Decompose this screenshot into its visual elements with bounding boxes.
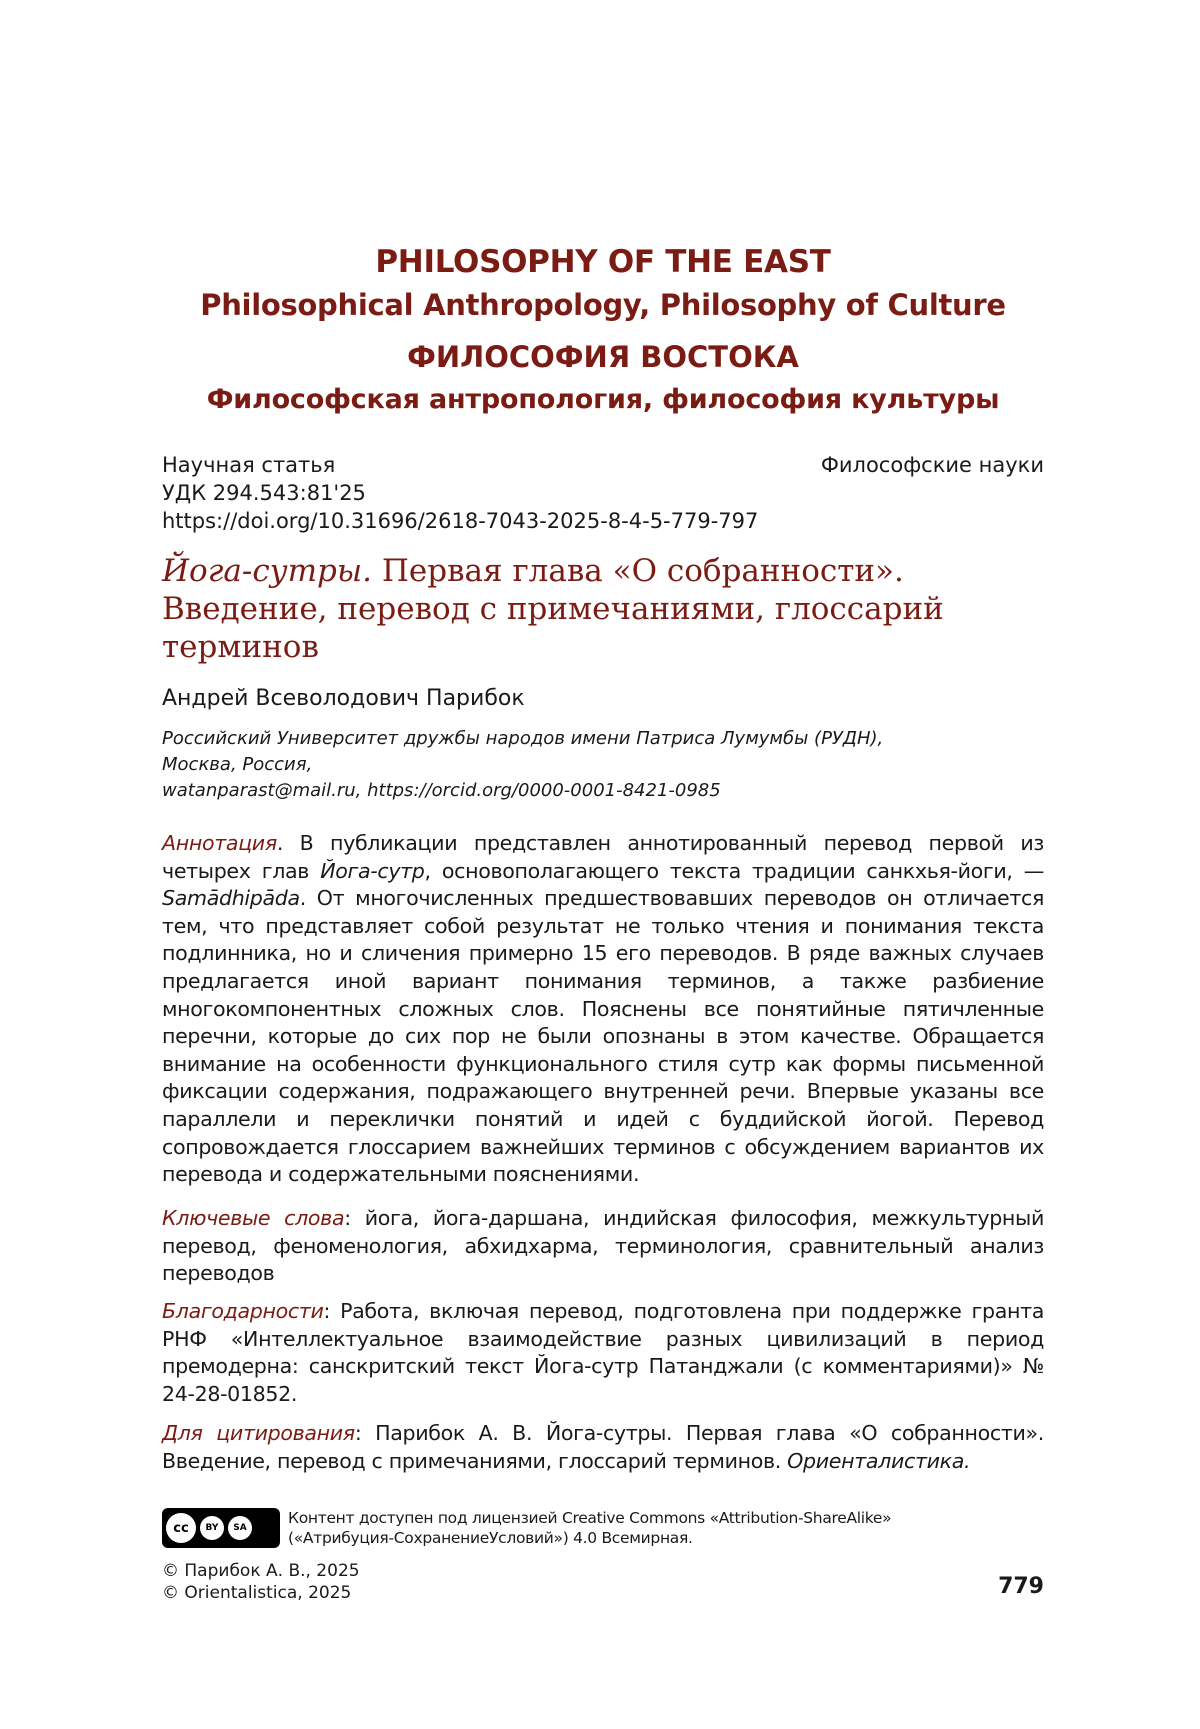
acknowledgments — [162, 1298, 1044, 1408]
abstract-text-b: , основополагающего текста традиции санкхья-йоги, — — [424, 858, 1044, 883]
article-type: Научная статья — [162, 453, 336, 477]
affiliation: Российский Университет дружбы народов имени Патриса Лумумбы (РУДН), — [162, 728, 884, 749]
keywords-text: : йога, йога-даршана, индийская философия, межкультурный перевод, феноменология, абхидхарма, терминология, сравнительный анализ переводов — [162, 1206, 1044, 1286]
doi-link[interactable]: https://doi.org/10.31696/2618-7043-2025-8-4-5-779-797 — [162, 509, 759, 533]
article-title — [162, 552, 1044, 666]
abstract-text-c: . От многочисленных предшествовавших переводов он отличается тем, что представляет собой результат не только чтения и понимания текста подлинника, но и сличения примерно 15 его переводов. В ряде важных случаев предлагается иной вариант понимания терминов, а также разбиение многокомпонентных сложных слов. Пояснены все понятийные пятичленные перечни, которые до сих пор не были опознаны в этом качестве. Обращается внимание на особенности функционального стиля сутр как формы письменной фиксации содержания, подражающего внутренней речи. Впервые указаны все параллели и переклички понятий и идей с буддийской йогой. Перевод сопровождается глоссарием важнейших терминов с обсуждением вариантов их перевода и содержательными пояснениями. — [162, 886, 1044, 1187]
section-title-ru: ФИЛОСОФИЯ ВОСТОКА — [407, 340, 799, 374]
keywords — [162, 1205, 1044, 1288]
subsection-title-ru: Философская антропология, философия культуры — [206, 384, 1000, 415]
abstract-label: Аннотация — [162, 831, 277, 855]
acknowledgments-label: Благодарности — [162, 1299, 324, 1323]
license-line2: («Атрибуция-СохранениеУсловий») 4.0 Всемирная. — [288, 1529, 693, 1547]
by-icon: BY — [200, 1516, 224, 1540]
udk-code: УДК 294.543:81'25 — [162, 481, 366, 505]
copyright-author: © Парибок А. В., 2025 — [162, 1561, 360, 1581]
license-line1: Контент доступен под лицензией Creative Commons «Attribution-ShareAlike» — [288, 1509, 892, 1527]
keywords-label: Ключевые слова — [162, 1206, 345, 1230]
section-title-en: PHILOSOPHY OF THE EAST — [375, 244, 831, 280]
abstract-text-italic2: Samādhipāda — [162, 886, 300, 911]
article-title-italic: Йога-сутры. — [162, 553, 373, 589]
citation — [162, 1420, 1044, 1475]
article-title-rest: Первая глава «О собранности». Введение, перевод с примечаниями, глоссарий терминов — [162, 553, 944, 665]
copyright-journal: © Orientalistica, 2025 — [162, 1583, 352, 1603]
license-text — [288, 1508, 891, 1548]
abstract-text-a: . В публикации представлен аннотированный перевод первой из четырех глав — [162, 831, 1044, 883]
abstract-text-italic1: Йога-сутр — [320, 858, 425, 883]
citation-text: : Парибок А. В. Йога-сутры. Первая глава «О собранности». Введение, перевод с примечаниями, глоссарий терминов. — [162, 1421, 1044, 1473]
author-name: Андрей Всеволодович Парибок — [162, 686, 525, 711]
citation-label: Для цитирования — [162, 1421, 355, 1445]
page-number: 779 — [998, 1574, 1044, 1599]
cc-icon: cc — [166, 1513, 196, 1543]
scientific-field: Философские науки — [820, 453, 1044, 477]
affiliation-city: Москва, Россия, — [162, 754, 313, 775]
author-contacts[interactable]: watanparast@mail.ru, https://orcid.org/0000-0001-8421-0985 — [162, 780, 721, 801]
sa-icon: SA — [228, 1516, 252, 1540]
citation-journal: Ориенталистика. — [787, 1448, 971, 1473]
cc-license-badge[interactable] — [162, 1508, 280, 1548]
subsection-title-en: Philosophical Anthropology, Philosophy of Culture — [200, 288, 1006, 322]
acknowledgments-text: : Работа, включая перевод, подготовлена при поддержке гранта РНФ «Интеллектуальное взаимодействие разных цивилизаций в период премодерна: санскритский текст Йога-сутр Патанджали (с комментариями)» № 24-28-01852. — [162, 1299, 1044, 1406]
abstract — [162, 830, 1044, 1189]
